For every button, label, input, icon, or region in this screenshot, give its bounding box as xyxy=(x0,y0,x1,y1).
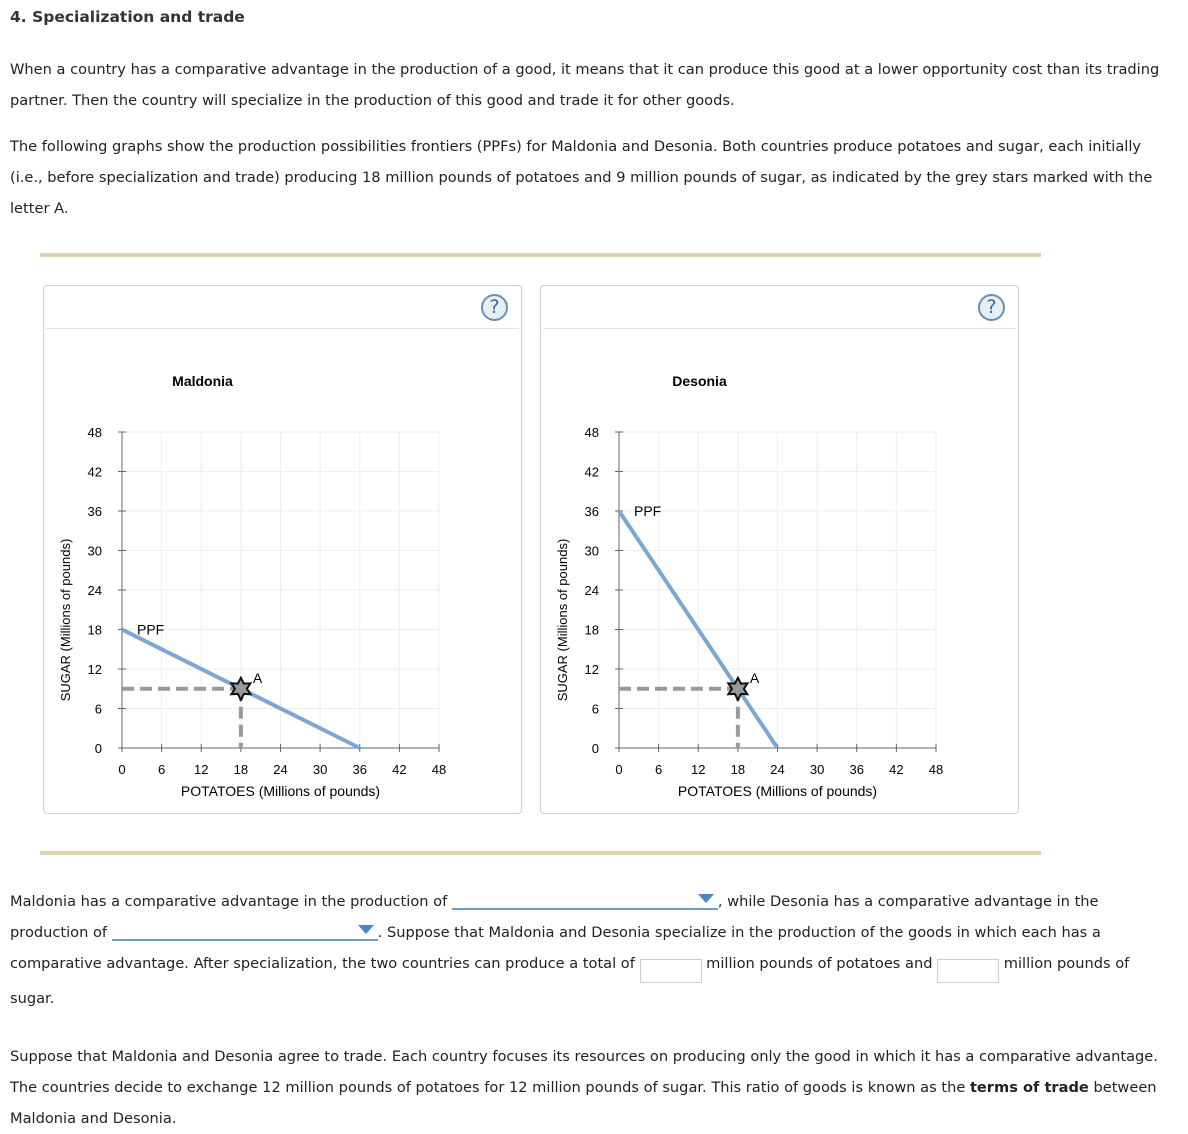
help-icon[interactable]: ? xyxy=(481,294,508,321)
x-tick-label: 12 xyxy=(691,762,706,777)
ppf-label: PPF xyxy=(137,621,165,638)
x-tick-label: 42 xyxy=(889,762,904,777)
x-tick-label: 24 xyxy=(273,762,288,777)
terms-of-trade-term: terms of trade xyxy=(969,1079,1089,1096)
q2-text-c: between Maldonia and Desonia. xyxy=(10,1079,1157,1127)
y-axis-label: SUGAR (Millions of pounds) xyxy=(555,538,570,702)
maldonia-advantage-dropdown[interactable] xyxy=(452,888,718,910)
desonia-advantage-dropdown[interactable] xyxy=(112,919,378,941)
maldonia-graph-panel xyxy=(43,285,522,814)
divider xyxy=(40,851,1041,855)
q1-text-c: . Suppose that Maldonia and Desonia specialize in the production of the goods in which each has a comparative advantage. After specialization, the two countries can produce a total of xyxy=(10,924,1101,972)
x-tick-label: 12 xyxy=(194,762,209,777)
desonia-graph-panel xyxy=(540,285,1019,814)
y-tick-label: 36 xyxy=(87,504,102,519)
chart-title: Maldonia xyxy=(172,373,233,389)
x-tick-label: 30 xyxy=(809,762,825,777)
x-tick-label: 18 xyxy=(233,762,249,777)
x-tick-label: 18 xyxy=(730,762,746,777)
x-tick-label: 0 xyxy=(615,762,623,777)
q1-text-e: million pounds of sugar. xyxy=(10,955,1130,1007)
y-tick-label: 6 xyxy=(591,701,599,717)
x-tick-label: 30 xyxy=(312,762,328,777)
point-label: A xyxy=(252,669,263,686)
ppf-label: PPF xyxy=(634,503,662,519)
y-tick-label: 36 xyxy=(584,504,599,519)
total-sugar-input[interactable] xyxy=(937,959,999,983)
q1-text-a: Maldonia has a comparative advantage in the production of xyxy=(10,893,448,910)
x-axis-label: POTATOES (Millions of pounds) xyxy=(180,783,381,799)
y-tick-label: 48 xyxy=(584,425,599,440)
q2-text-a: Suppose that Maldonia and Desonia agree to trade. Each country focuses its resources on producing only the good in which it has a comparative advantage. The countries decide to exchange 12 million pounds of potatoes for 12 million pounds of sugar. This ratio of goods is known as the xyxy=(10,1048,1158,1096)
y-tick-label: 18 xyxy=(87,622,102,638)
divider xyxy=(40,253,1041,257)
maldonia-chart xyxy=(44,286,521,813)
point-label: A xyxy=(749,669,760,686)
y-tick-label: 0 xyxy=(94,741,102,756)
x-tick-label: 48 xyxy=(928,762,944,777)
point-a-star-icon xyxy=(231,678,250,700)
x-axis-label: POTATOES (Millions of pounds) xyxy=(677,783,878,799)
x-tick-label: 48 xyxy=(431,762,447,777)
y-tick-label: 12 xyxy=(87,662,102,677)
x-tick-label: 0 xyxy=(118,762,126,777)
x-tick-label: 6 xyxy=(655,762,663,777)
q1-text-d: million pounds of potatoes and xyxy=(706,955,933,972)
help-icon[interactable]: ? xyxy=(978,294,1005,321)
y-tick-label: 24 xyxy=(584,583,599,598)
y-tick-label: 12 xyxy=(584,662,599,677)
y-tick-label: 6 xyxy=(94,701,102,717)
question-2 xyxy=(10,1041,1175,1134)
chart-title: Desonia xyxy=(672,373,727,389)
question-1 xyxy=(10,886,1175,1014)
y-tick-label: 18 xyxy=(584,622,599,638)
x-tick-label: 24 xyxy=(770,762,785,777)
y-axis-label: SUGAR (Millions of pounds) xyxy=(58,538,73,702)
q1-text-b: , while Desonia has a comparative advantage in the production of xyxy=(10,893,1099,941)
question-heading: 4. Specialization and trade xyxy=(10,8,245,26)
y-tick-label: 24 xyxy=(87,583,102,598)
y-tick-label: 30 xyxy=(87,543,102,559)
x-tick-label: 42 xyxy=(392,762,407,777)
x-tick-label: 6 xyxy=(158,762,166,777)
y-tick-label: 42 xyxy=(87,464,102,480)
y-tick-label: 30 xyxy=(584,543,599,559)
ppf-description: The following graphs show the production possibilities frontiers (PPFs) for Maldonia and Desonia. Both countries produce potatoes and sugar, each initially (i.e., before specialization and trade) producing 18 million pounds of potatoes and 9 million pounds of sugar, as indicated by the grey stars marked with the letter A. xyxy=(10,138,1153,217)
x-tick-label: 36 xyxy=(849,762,864,777)
y-tick-label: 0 xyxy=(591,741,599,756)
x-tick-label: 36 xyxy=(352,762,367,777)
total-potatoes-input[interactable] xyxy=(640,959,702,983)
y-tick-label: 42 xyxy=(584,464,599,480)
y-tick-label: 48 xyxy=(87,425,102,440)
desonia-chart xyxy=(541,286,1018,813)
intro-paragraph: When a country has a comparative advantage in the production of a good, it means that it can produce this good at a lower opportunity cost than its trading partner. Then the country will specialize in the production of this good and trade it for other goods. xyxy=(10,61,1160,109)
